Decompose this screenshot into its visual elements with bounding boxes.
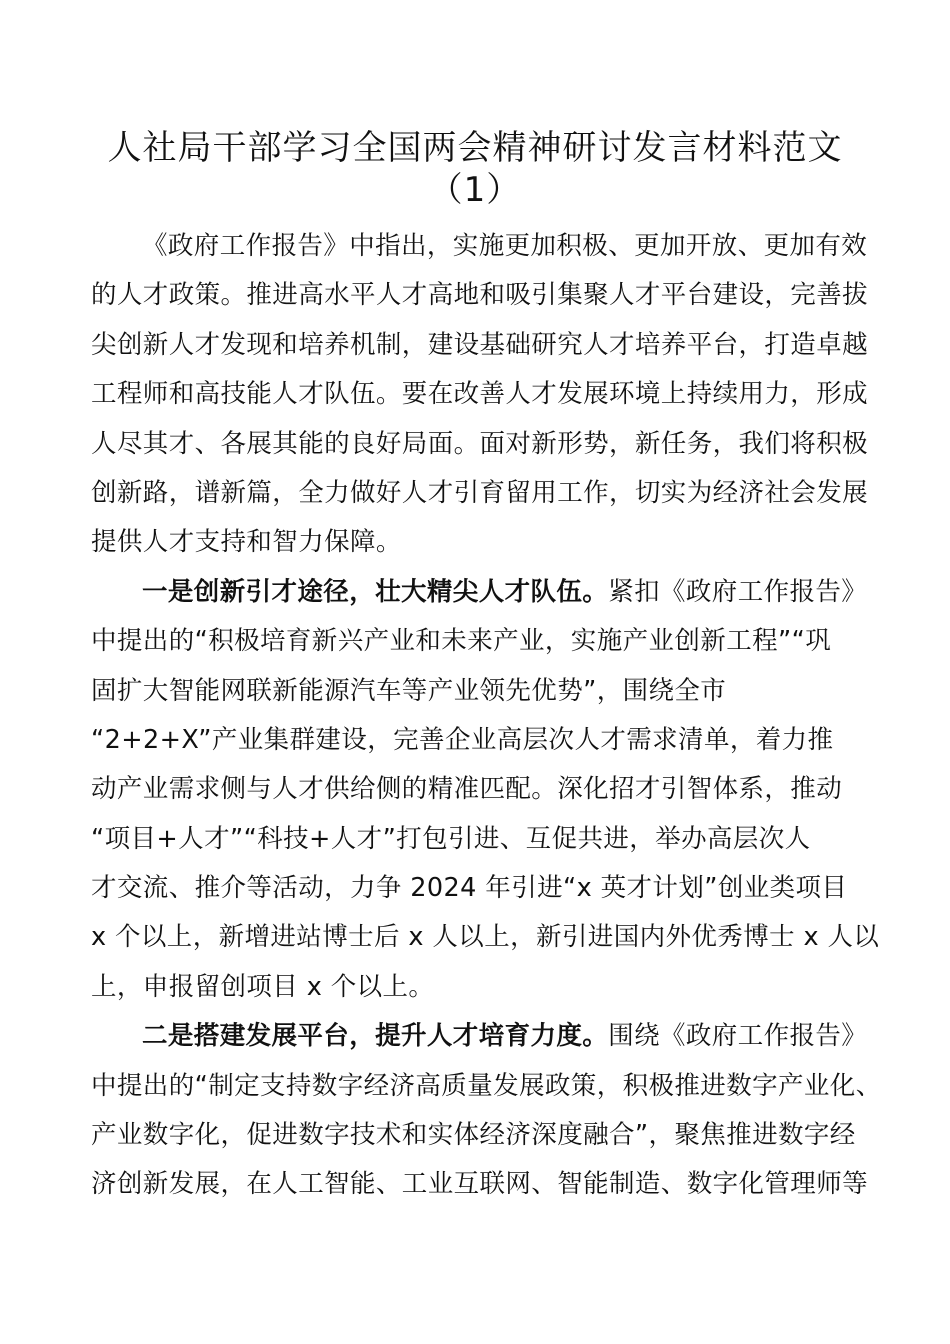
text-line: 动产业需求侧与人才供给侧的精准匹配。深化招才引智体系，推动	[91, 774, 843, 805]
paragraph-heading: 二是搭建发展平台，提升人才培育力度。	[142, 1021, 609, 1052]
paragraph-talent-recruitment	[91, 568, 880, 1013]
text-line: “项目+人才”“科技+人才”打包引进、互促共进，举办高层次人	[91, 823, 811, 854]
text-line: 工程师和高技能人才队伍。要在改善人才发展环境上持续用力，形成	[91, 379, 869, 410]
text-line: 创新路，谱新篇，全力做好人才引育留用工作，切实为经济社会发展	[91, 477, 869, 508]
text-line: 上，申报留创项目 x 个以上。	[91, 971, 435, 1002]
text-line: 济创新发展，在人工智能、工业互联网、智能制造、数字化管理师等	[91, 1169, 869, 1200]
text-line: 提供人才支持和智力保障。	[91, 527, 402, 558]
text-run: 围绕《政府工作报告》	[608, 1021, 868, 1052]
text-line: 才交流、推介等活动，力争 2024 年引进“x 英才计划”创业类项目	[91, 873, 848, 904]
text-line: 中提出的“积极培育新兴产业和未来产业，实施产业创新工程”“巩	[91, 626, 832, 657]
text-line: 人尽其才、各展其能的良好局面。面对新形势，新任务，我们将积极	[91, 428, 869, 459]
paragraph-intro	[91, 222, 869, 568]
paragraph-heading: 一是创新引才途径，壮大精尖人才队伍。	[142, 576, 609, 607]
text-line	[91, 1012, 868, 1061]
text-line: 固扩大智能网联新能源汽车等产业领先优势”，围绕全市	[91, 675, 727, 706]
text-line	[91, 568, 868, 617]
text-line: 《政府工作报告》中指出，实施更加积极、更加开放、更加有效	[142, 231, 868, 261]
document-title: 人社局干部学习全国两会精神研讨发言材料范文	[107, 128, 843, 168]
text-line: x 个以上，新增进站博士后 x 人以上，新引进国内外优秀博士 x 人以	[91, 922, 880, 953]
document-body	[91, 222, 882, 1210]
text-line: 中提出的“制定支持数字经济高质量发展政策，积极推进数字产业化、	[91, 1070, 882, 1101]
text-line: 产业数字化，促进数字技术和实体经济深度融合”，聚焦推进数字经	[91, 1120, 856, 1151]
text-run: 紧扣《政府工作报告》	[608, 576, 868, 607]
text-line: “2+2+X”产业集群建设，完善企业高层次人才需求清单，着力推	[91, 724, 834, 755]
paragraph-development-platform	[91, 1012, 882, 1210]
text-line: 的人才政策。推进高水平人才高地和吸引集聚人才平台建设，完善拔	[91, 280, 869, 311]
text-line: 尖创新人才发现和培养机制，建设基础研究人才培养平台，打造卓越	[91, 329, 869, 360]
document-title-number: （1）	[428, 170, 522, 210]
